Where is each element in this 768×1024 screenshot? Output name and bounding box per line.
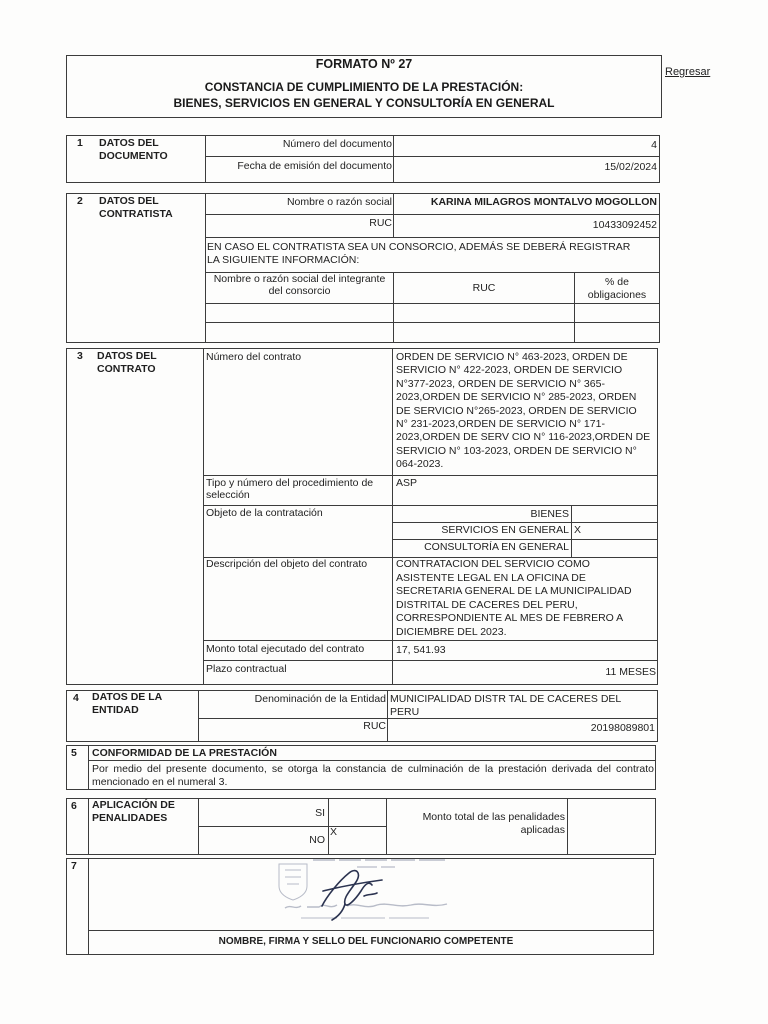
section-6-title-line-1: APLICACIÓN DE <box>92 799 175 811</box>
penalty-total-label-line: aplicadas <box>520 824 565 836</box>
issue-date-value: 15/02/2024 <box>604 161 657 173</box>
entity-ruc-value: 20198089801 <box>590 722 655 734</box>
contract-number-label: Número del contrato <box>206 351 302 363</box>
contract-number-line: N°377-2023, ORDEN DE SERVICIO N° 365- <box>396 377 605 390</box>
consortium-name-header-line: Nombre o razón social del integrante <box>213 273 386 285</box>
contractor-name-label: Nombre o razón social <box>286 196 392 208</box>
consortium-row-2-name-cell <box>205 322 394 343</box>
contractor-ruc-value: 10433092452 <box>592 219 657 231</box>
contract-number-line: ORDEN DE SERVICIO N° 463-2023, ORDEN DE <box>396 351 628 363</box>
section-3-title-line-1: DATOS DEL <box>97 350 157 362</box>
description-line: SECRETARIA GENERAL DE LA MUNICIPALIDAD <box>396 585 632 597</box>
consortium-row-1-name-cell <box>205 303 394 323</box>
section-2-title-line-2: CONTRATISTA <box>99 208 173 220</box>
description-line: DISTRITAL DE CACERES DEL PERU, <box>396 598 578 611</box>
entity-name-line: MUNICIPALIDAD DISTR TAL DE CACERES DEL <box>390 693 622 705</box>
consortium-ruc-header: RUC <box>472 282 496 294</box>
procedure-label <box>206 477 373 501</box>
section-6-number: 6 <box>71 800 77 812</box>
entity-ruc-label: RUC <box>363 720 386 732</box>
consortium-row-2-percent-cell <box>574 322 660 343</box>
consortium-row-2-ruc-cell <box>393 322 575 343</box>
penalty-total-label-line: Monto total de las penalidades <box>422 811 565 823</box>
section-3-title-line-2: CONTRATO <box>97 363 156 375</box>
entity-name-label: Denominación de la Entidad <box>254 693 386 705</box>
entity-name-value <box>390 693 621 718</box>
contract-number-line: 2023,ORDEN DE SERV CIO N° 116-2023,ORDEN DE <box>396 431 651 444</box>
section-1-title-line-1: DATOS DEL <box>99 137 159 149</box>
section-6-title-line-2: PENALIDADES <box>92 812 168 824</box>
issue-date-label: Fecha de emisión del documento <box>237 160 392 172</box>
consortium-name-header-line: del consorcio <box>268 285 331 297</box>
section-4-title-line-2: ENTIDAD <box>92 704 139 716</box>
object-option-consulting-label: CONSULTORÍA EN GENERAL <box>424 541 569 553</box>
section-4-title-line-1: DATOS DE LA <box>92 691 163 703</box>
amount-value: 17, 541.93 <box>396 644 446 656</box>
description-line: DICIEMBRE DEL 2023. <box>396 625 507 638</box>
amount-label: Monto total ejecutado del contrato <box>206 643 365 655</box>
object-option-services-check-cell <box>571 522 658 540</box>
section-6-number-cell <box>66 798 89 855</box>
procedure-value-cell <box>392 475 658 506</box>
term-label: Plazo contractual <box>206 663 287 675</box>
section-1-title-line-2: DOCUMENTO <box>99 150 168 162</box>
consortium-percent-header-line: obligaciones <box>587 289 647 301</box>
description-line: CONTRATACION DEL SERVICIO COMO <box>396 558 590 570</box>
object-option-services-label: SERVICIOS EN GENERAL <box>441 524 569 536</box>
document-number-label: Número del documento <box>282 138 392 150</box>
contract-number-line: SERVICIO N° 103-2023, ORDEN DE SERVICIO N° <box>396 444 637 457</box>
contractor-name-value: KARINA MILAGROS MONTALVO MOGOLLON <box>430 196 657 208</box>
back-link[interactable]: Regresar <box>665 66 711 78</box>
official-stamp-and-signature <box>265 850 465 930</box>
object-option-services-mark: X <box>574 524 582 536</box>
signature <box>322 871 382 920</box>
section-2-number: 2 <box>77 195 83 207</box>
contractor-ruc-label: RUC <box>369 217 392 229</box>
penalty-total-label <box>386 811 565 837</box>
description-line: ASISTENTE LEGAL EN LA OFICINA DE <box>396 571 586 584</box>
procedure-label-line: Tipo y número del procedimiento de <box>206 477 374 489</box>
object-option-consulting-check-cell <box>571 539 658 558</box>
entity-name-line: PERU <box>390 705 420 718</box>
penalty-yes-box <box>328 798 387 827</box>
section-3-number: 3 <box>77 350 83 362</box>
document-number-value: 4 <box>651 139 657 151</box>
section-1-number: 1 <box>77 137 83 149</box>
section-7-number: 7 <box>71 860 77 872</box>
consortium-row-1-ruc-cell <box>393 303 575 323</box>
form-subtitle-line-1: CONSTANCIA DE CUMPLIMIENTO DE LA PRESTACIÓN: <box>204 80 524 94</box>
form-title: FORMATO Nº 27 <box>315 57 413 71</box>
object-option-goods-label: BIENES <box>530 508 569 520</box>
description-value <box>396 558 632 639</box>
contract-number-value <box>396 351 650 472</box>
penalty-no-label: NO <box>309 834 325 846</box>
contract-number-line: 2023,ORDEN DE SERVICIO N° 285-2023, ORDEN <box>396 391 637 404</box>
contract-number-line: SERVICIO N° 422-2023, ORDEN DE SERVICIO <box>396 364 623 377</box>
penalty-no-mark: X <box>330 826 338 838</box>
consortium-row-1-percent-cell <box>574 303 660 323</box>
conformity-text-line-2: mencionado en el numeral 3. <box>92 776 228 788</box>
section-2-title-line-1: DATOS DEL <box>99 195 159 207</box>
contract-number-line: 064-2023. <box>396 458 444 471</box>
object-option-goods-check-cell <box>571 505 658 523</box>
consortium-percent-header-line: % de <box>605 276 629 288</box>
penalty-total-value-cell <box>567 798 656 855</box>
description-line: CORRESPONDIENTE AL MES DE FEBRERO A <box>396 612 624 624</box>
procedure-value: ASP <box>396 477 418 489</box>
contract-number-line: DE SERVICIO N°265-2023, ORDEN DE SERVICIO <box>396 404 637 417</box>
consortium-note <box>207 241 630 267</box>
consortium-name-header <box>205 273 394 297</box>
section-4-number: 4 <box>73 692 79 704</box>
section-5-number: 5 <box>71 747 77 759</box>
consortium-percent-header <box>574 276 660 302</box>
penalty-yes-label: SI <box>315 807 325 819</box>
conformity-title: CONFORMIDAD DE LA PRESTACIÓN <box>92 747 277 759</box>
signature-caption: NOMBRE, FIRMA Y SELLO DEL FUNCIONARIO COMPETENTE <box>218 936 514 947</box>
procedure-label-line: selección <box>206 489 250 501</box>
consortium-note-line: LA SIGUIENTE INFORMACIÓN: <box>207 254 360 266</box>
contract-number-label-cell <box>203 348 393 476</box>
term-value: 11 MESES <box>605 666 656 678</box>
object-label: Objeto de la contratación <box>206 507 323 519</box>
description-label: Descripción del objeto del contrato <box>206 558 368 570</box>
form-subtitle-line-2: BIENES, SERVICIOS EN GENERAL Y CONSULTORÍA EN GENERAL <box>173 96 555 110</box>
conformity-text-line-1: Por medio del presente documento, se otorga la constancia de culminación de la prestación derivada del contrato <box>92 763 654 775</box>
contract-number-line: N° 231-2023,ORDEN DE SERVICIO N° 171- <box>396 418 605 431</box>
consortium-note-line: EN CASO EL CONTRATISTA SEA UN CONSORCIO, ADEMÁS SE DEBERÁ REGISTRAR <box>207 241 631 253</box>
